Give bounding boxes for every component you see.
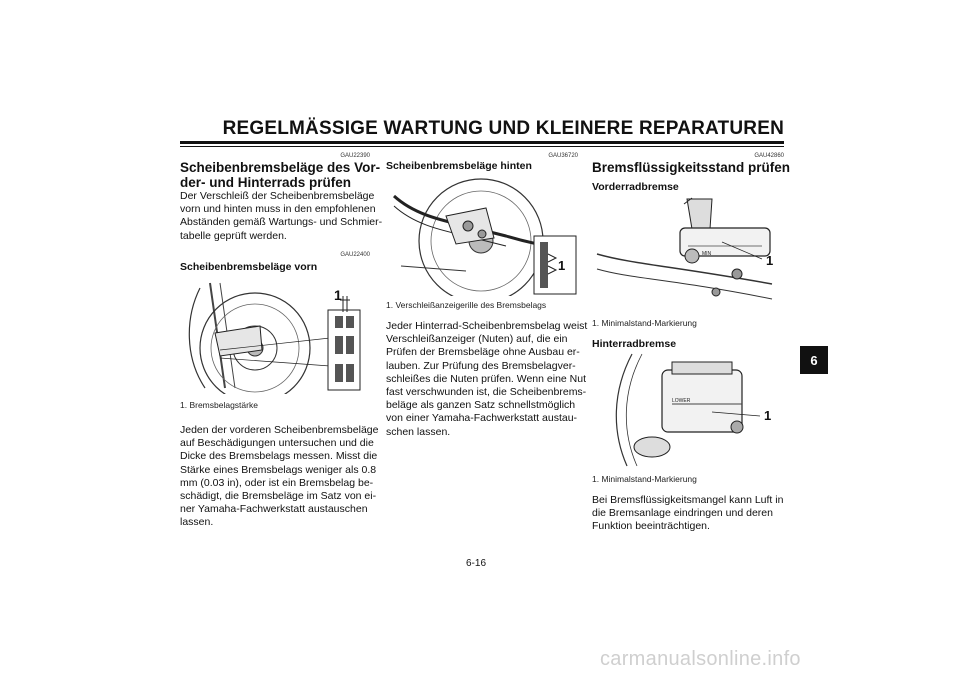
section-heading-line: Scheibenbremsbeläge des Vor-: [180, 160, 381, 175]
text-line: lassen.: [180, 516, 214, 529]
chapter-tab: 6: [800, 346, 828, 374]
rear-reservoir-figure: [592, 352, 776, 468]
section-code: GAU22400: [340, 252, 370, 258]
text-line: Bei Bremsflüssigkeitsmangel kann Luft in: [592, 494, 784, 506]
text-line: die Bremsanlage eindringen und deren: [592, 507, 773, 520]
text-line: beläge als ganzen Satz schnellstmöglich: [386, 399, 576, 412]
section-code: GAU22390: [340, 153, 370, 159]
text-line: Funktion beeinträchtigen.: [592, 520, 710, 533]
front-pads-paragraph: [180, 424, 378, 530]
text-line: auf Beschädigungen untersuchen und die: [180, 437, 374, 450]
text-line: von einer Yamaha-Fachwerkstatt austau-: [386, 412, 578, 425]
fluid-paragraph: [592, 494, 783, 534]
text-line: Dicke des Bremsbelags messen. Misst die: [180, 450, 378, 463]
figure-caption: 1. Minimalstand-Markierung: [592, 318, 697, 328]
text-line: mm (0.03 in), oder ist ein Bremsbelag be-: [180, 476, 374, 489]
svg-text:MIN: MIN: [702, 251, 712, 257]
text-line: vorn und hinten muss in den empfohlenen: [180, 203, 376, 216]
text-line: schen lassen.: [386, 425, 451, 438]
header-rule: [180, 141, 784, 144]
text-line: schädigt, die Bremsbeläge im Satz von ei-: [180, 490, 377, 503]
chapter-title: REGELMÄSSIGE WARTUNG UND KLEINERE REPARATUREN: [222, 118, 784, 139]
page-number: 6-16: [466, 558, 487, 569]
rear-pads-paragraph: [386, 320, 587, 439]
subsection-heading: Vorderradbremse: [592, 181, 679, 193]
figure-caption: 1. Bremsbelagstärke: [180, 400, 258, 410]
figure-label: 1: [334, 287, 342, 303]
section-heading: Bremsflüssigkeitsstand prüfen: [592, 160, 791, 175]
section-heading-line: der- und Hinterrads prüfen: [180, 175, 352, 190]
section-heading: [180, 160, 380, 190]
text-line: lauben. Zur Prüfung des Bremsbelagver-: [386, 359, 576, 372]
figure-caption: 1. Verschleißanzeigerille des Bremsbelags: [386, 300, 547, 310]
section-code: GAU36720: [548, 153, 578, 159]
header-rule-thin: [180, 146, 784, 147]
watermark: carmanualsonline.info: [600, 648, 801, 670]
section-code: GAU42860: [754, 153, 784, 159]
text-line: fast verschwunden ist, die Scheibenbrems-: [386, 386, 587, 399]
text-line: Der Verschleiß der Scheibenbremsbeläge: [180, 190, 375, 202]
figure-label: 1: [558, 258, 566, 273]
text-line: schleißes die Nuten prüfen. Wenn eine Nut: [386, 372, 587, 385]
subsection-heading: Scheibenbremsbeläge hinten: [386, 160, 532, 172]
text-line: Jeder Hinterrad-Scheibenbremsbelag weist: [386, 320, 588, 332]
intro-paragraph: [180, 190, 382, 243]
figure-label: 1: [764, 408, 772, 423]
figure-caption: 1. Minimalstand-Markierung: [592, 474, 697, 484]
figure-label: 1: [766, 253, 774, 268]
text-line: Stärke eines Bremsbelags weniger als 0.8: [180, 463, 377, 476]
text-line: Abständen gemäß Wartungs- und Schmier-: [180, 216, 383, 229]
text-line: Jeden der vorderen Scheibenbremsbeläge: [180, 424, 379, 436]
subsection-heading: Hinterradbremse: [592, 338, 677, 350]
text-line: Prüfen der Bremsbeläge ohne Ausbau er-: [386, 346, 580, 359]
front-reservoir-figure: [592, 194, 776, 312]
text-line: ner Yamaha-Fachwerkstatt austauschen: [180, 503, 368, 516]
svg-text:LOWER: LOWER: [672, 398, 691, 404]
text-line: Verschleißanzeiger (Nuten) auf, die ein: [386, 333, 568, 346]
subsection-heading: Scheibenbremsbeläge vorn: [180, 261, 318, 273]
rear-brake-pad-figure: [386, 176, 578, 296]
text-line: tabelle geprüft werden.: [180, 229, 287, 242]
